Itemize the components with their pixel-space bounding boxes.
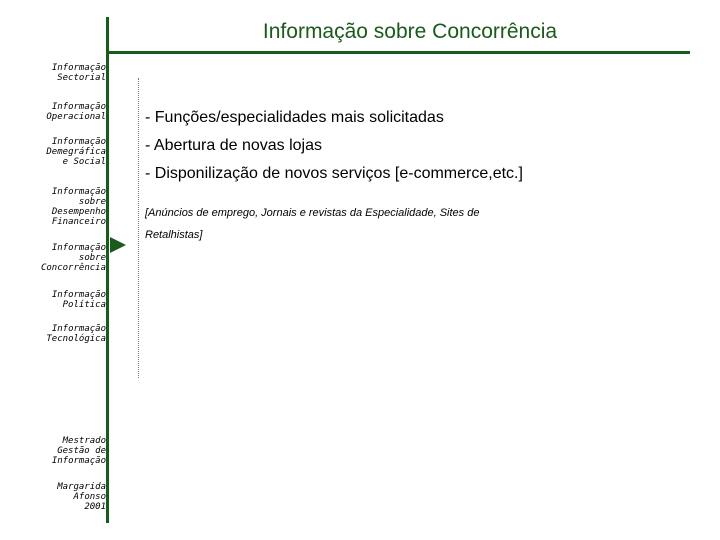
bullet-item: - Funções/especialidades mais solicitadas <box>145 109 444 126</box>
sources-note: [Anúncios de emprego, Jornais e revistas da Especialidade, Sites de Retalhistas] <box>145 207 480 241</box>
sidebar-item-informacao-desempenho-financeiro[interactable]: Informação sobre Desempenho Financeiro <box>51 187 106 227</box>
sidebar-item-informacao-tecnologica[interactable]: Informação Tecnológica <box>46 324 106 344</box>
content-bullet-list <box>145 104 523 188</box>
sidebar-divider <box>106 17 109 523</box>
page-title: Informação sobre Concorrência <box>262 20 558 43</box>
sidebar-item-informacao-demografica-social[interactable]: Informação Demegráfica e Social <box>46 137 106 167</box>
title-divider <box>108 51 690 54</box>
sidebar-item-informacao-sectorial[interactable]: Informação Sectorial <box>51 63 106 83</box>
active-item-arrow-icon <box>110 237 126 253</box>
content-dotted-divider <box>138 78 139 378</box>
sidebar-item-informacao-politica[interactable]: Informação Política <box>51 290 106 310</box>
bullet-item: - Disponilização de novos serviços [e-commerce,etc.] <box>145 165 523 182</box>
course-credit: Mestrado Gestão de Informação <box>51 436 106 466</box>
author-credit: Margarida Afonso 2001 <box>57 482 106 512</box>
bullet-item: - Abertura de novas lojas <box>145 137 322 154</box>
sidebar-item-informacao-concorrencia[interactable]: Informação sobre Concorrência <box>40 243 106 273</box>
sidebar-item-informacao-operacional[interactable]: Informação Operacional <box>46 102 106 122</box>
